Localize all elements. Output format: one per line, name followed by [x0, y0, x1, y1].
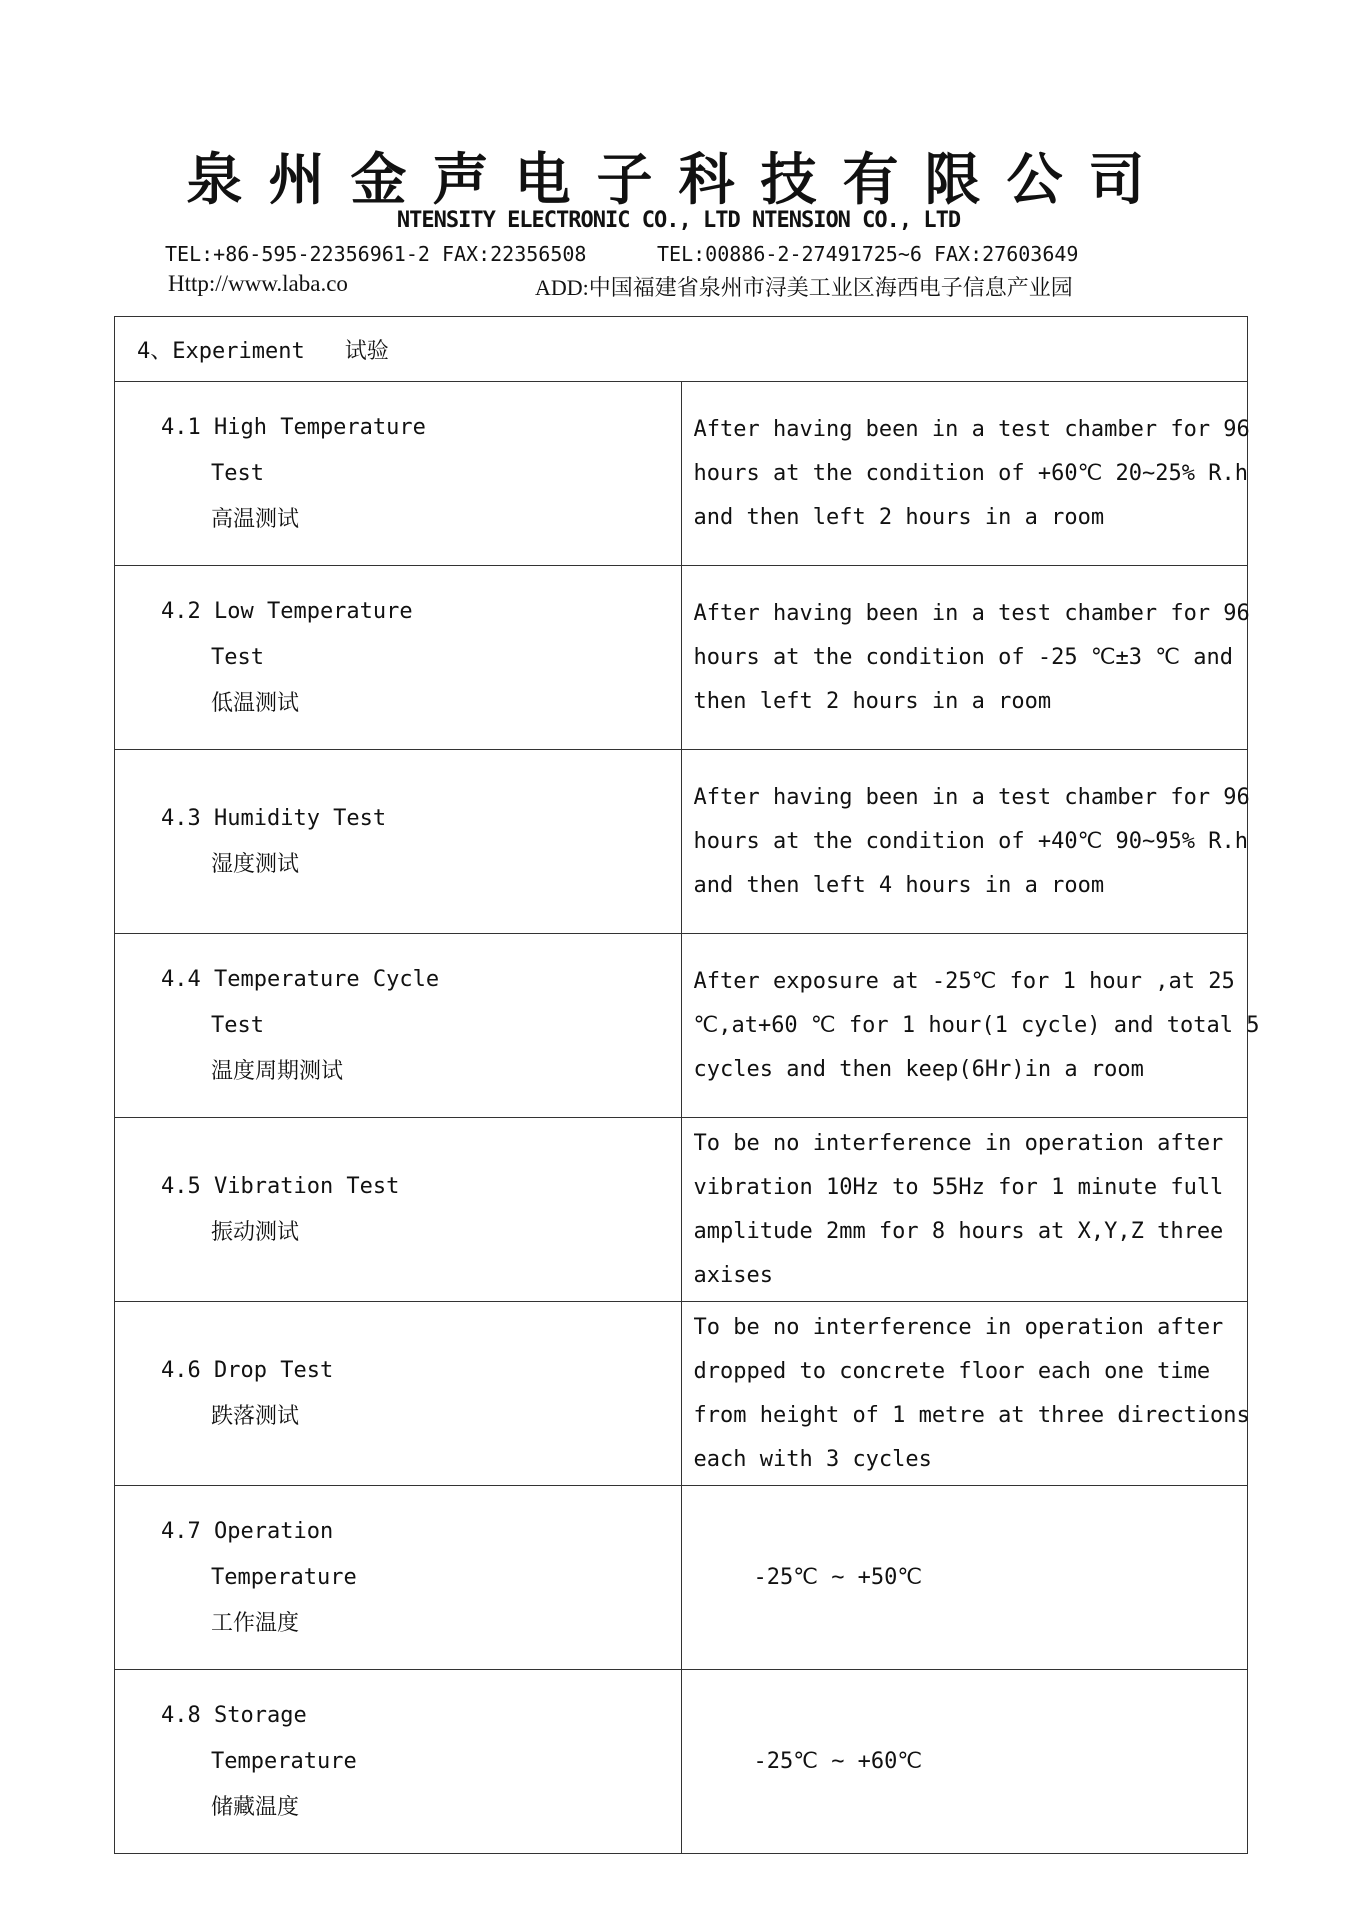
test-name-cell	[115, 1486, 682, 1670]
test-name-cell	[115, 566, 682, 750]
table-row	[115, 1118, 1248, 1302]
description-line: dropped to concrete floor each one time	[693, 1358, 1211, 1384]
test-description-cell	[681, 382, 1248, 566]
test-name-cell	[115, 934, 682, 1118]
test-name-cn: 工作温度	[211, 1610, 300, 1636]
test-name-cn: 高温测试	[211, 506, 300, 532]
test-description-cell	[681, 1302, 1248, 1486]
test-name-cont: Temperature	[211, 1748, 357, 1774]
test-name: 4.7 Operation	[161, 1518, 334, 1544]
test-name-cn: 储藏温度	[211, 1794, 300, 1820]
test-description-cell	[681, 1118, 1248, 1302]
description-line: To be no interference in operation after	[693, 1130, 1224, 1156]
description-line: and then left 4 hours in a room	[693, 872, 1105, 898]
description-line: ℃,at+60 ℃ for 1 hour(1 cycle) and total 5	[693, 1012, 1260, 1038]
description-line: from height of 1 metre at three directions	[693, 1402, 1250, 1428]
description-line: then left 2 hours in a room	[693, 688, 1052, 714]
description-line: axises	[693, 1262, 773, 1288]
test-name-cell	[115, 1302, 682, 1486]
description-line: After exposure at -25℃ for 1 hour ,at 25	[693, 968, 1235, 994]
test-name-cell	[115, 1670, 682, 1854]
description-line: each with 3 cycles	[693, 1446, 932, 1472]
test-name: 4.8 Storage	[161, 1702, 307, 1728]
test-name-cell	[115, 1118, 682, 1302]
tel-fax-left: TEL:+86-595-22356961-2 FAX:22356508	[165, 242, 587, 266]
test-name-cn: 湿度测试	[211, 851, 300, 877]
description-line: cycles and then keep(6Hr)in a room	[693, 1056, 1144, 1082]
experiment-table	[114, 316, 1260, 1854]
website-link[interactable]: Http://www.laba.co	[168, 271, 348, 296]
table-row	[115, 750, 1248, 934]
description-line: hours at the condition of +40℃ 90~95% R.h	[693, 828, 1249, 854]
table-row	[115, 1486, 1248, 1670]
test-name: 4.3 Humidity Test	[161, 805, 387, 831]
temperature-range: -25℃ ~ +60℃	[681, 1670, 1248, 1854]
section-title-cn: 试验	[344, 338, 389, 364]
test-name: 4.2 Low Temperature	[161, 598, 413, 624]
description-line: To be no interference in operation after	[693, 1314, 1224, 1340]
description-line: hours at the condition of -25 ℃±3 ℃ and	[693, 644, 1233, 670]
description-line: After having been in a test chamber for 96	[693, 784, 1250, 810]
test-name: 4.5 Vibration Test	[161, 1173, 400, 1199]
temperature-range: -25℃ ~ +50℃	[681, 1486, 1248, 1670]
test-name-cont: Test	[211, 460, 264, 486]
table-row	[115, 1302, 1248, 1486]
test-name-cont: Test	[211, 1012, 264, 1038]
test-description-cell	[681, 934, 1260, 1118]
company-name-en: NTENSITY ELECTRONIC CO., LTD NTENSION CO., LTD	[396, 208, 961, 233]
section-heading	[115, 317, 1248, 382]
test-name: 4.4 Temperature Cycle	[161, 966, 440, 992]
table-row	[115, 382, 1248, 566]
test-name-cell	[115, 750, 682, 934]
test-name-cn: 跌落测试	[211, 1403, 300, 1429]
description-line: amplitude 2mm for 8 hours at X,Y,Z three	[693, 1218, 1224, 1244]
section-title-en: 4、Experiment	[137, 338, 305, 364]
test-name-cn: 温度周期测试	[211, 1058, 344, 1084]
description-line: After having been in a test chamber for 96	[693, 416, 1250, 442]
test-name: 4.1 High Temperature	[161, 414, 426, 440]
table-header-row	[115, 317, 1248, 382]
description-line: vibration 10Hz to 55Hz for 1 minute full	[693, 1174, 1224, 1200]
tel-fax-right: TEL:00886-2-27491725~6 FAX:27603649	[657, 242, 1079, 266]
test-name-cont: Temperature	[211, 1564, 357, 1590]
address: ADD:中国福建省泉州市浔美工业区海西电子信息产业园	[535, 275, 1073, 300]
test-description-cell	[681, 750, 1248, 934]
table-row	[115, 1670, 1248, 1854]
test-name: 4.6 Drop Test	[161, 1357, 334, 1383]
test-description-cell	[681, 566, 1248, 750]
company-name-cn: 泉州金声电子科技有限公司	[186, 148, 1171, 213]
test-name-cn: 振动测试	[211, 1219, 300, 1245]
table-row	[115, 934, 1248, 1118]
description-line: and then left 2 hours in a room	[693, 504, 1105, 530]
table-row	[115, 566, 1248, 750]
test-name-cn: 低温测试	[211, 690, 300, 716]
test-name-cell	[115, 382, 682, 566]
description-line: hours at the condition of +60℃ 20~25% R.h	[693, 460, 1249, 486]
description-line: After having been in a test chamber for 96	[693, 600, 1250, 626]
test-name-cont: Test	[211, 644, 264, 670]
